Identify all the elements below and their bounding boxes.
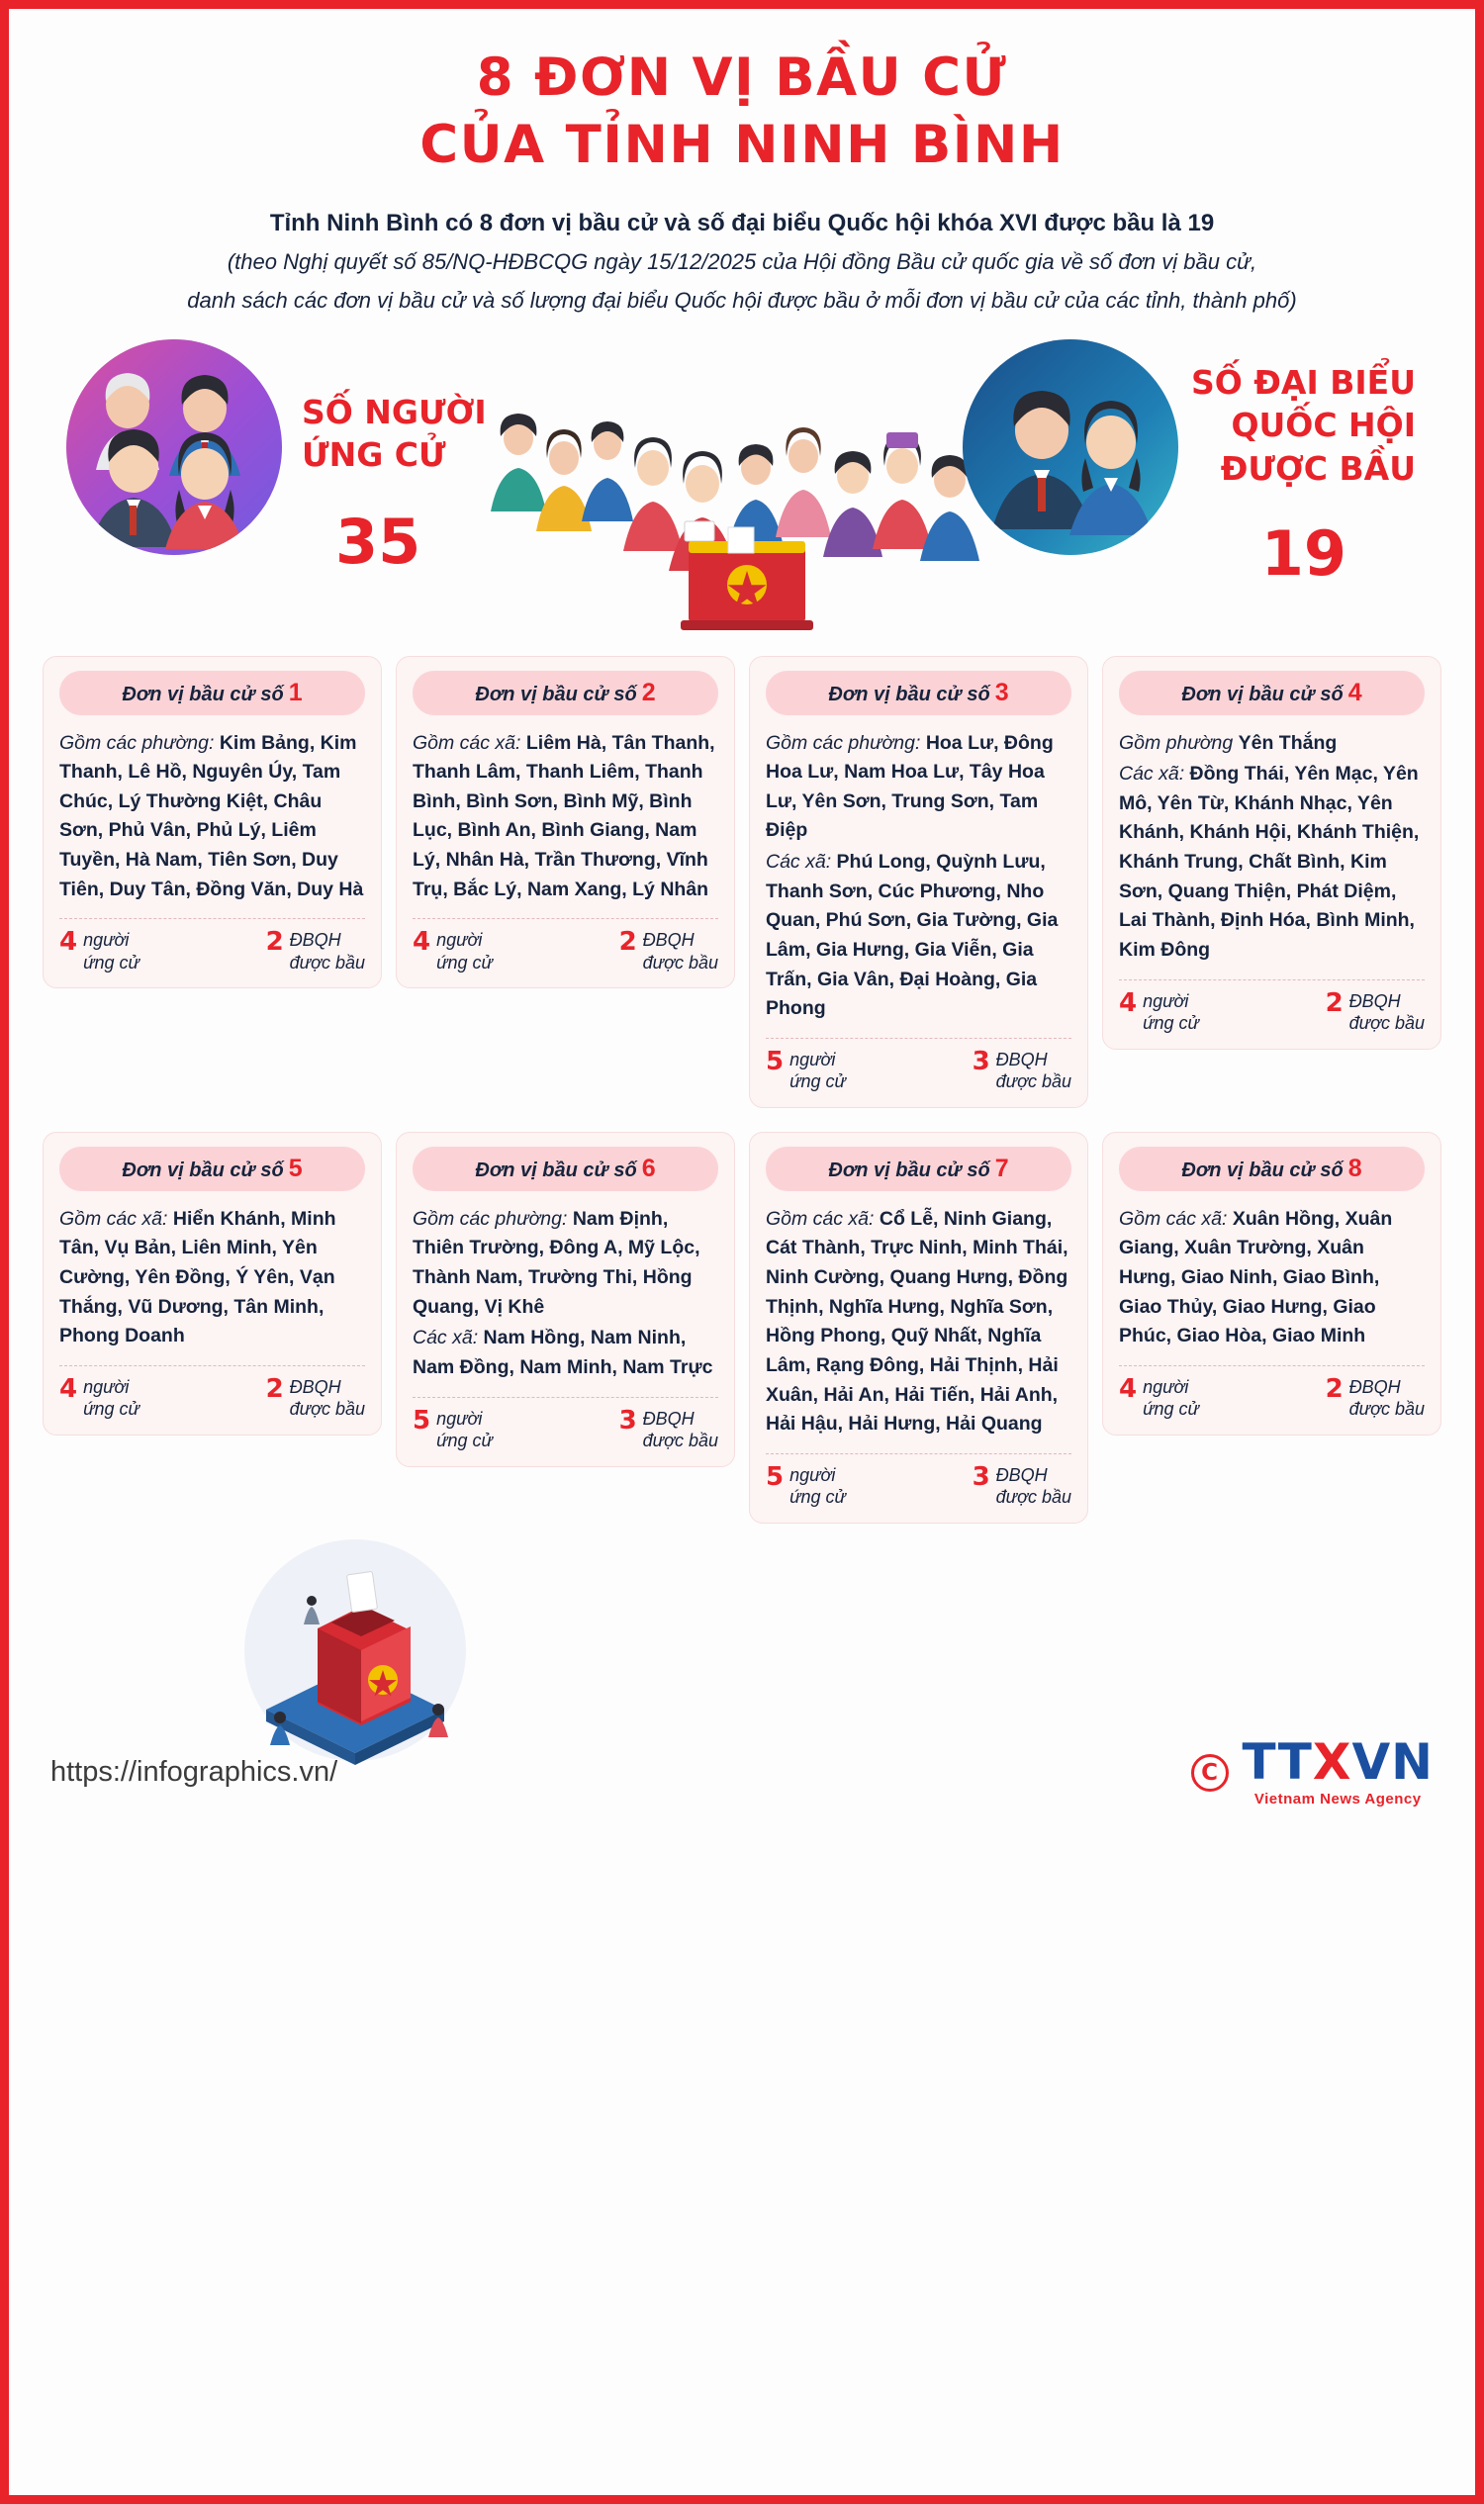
logo-x: X [1312,1733,1352,1792]
unit-card-7-elected [972,1461,1071,1509]
unit-card-7-body [766,1205,1071,1439]
unit-card-2-lead-0: Gồm các xã: [413,731,521,754]
unit-card-7-elected-label-1: ĐBQH [995,1464,1048,1485]
footer-area [9,1524,1475,1820]
unit-card-5-footer [59,1365,365,1421]
unit-card-8-elected-label-2: được bầu [1348,1399,1425,1420]
unit-card-3-elected-value: 3 [972,1046,990,1076]
unit-card-5-number: 5 [288,1154,303,1182]
site-url[interactable]: https://infographics.vn/ [50,1756,338,1789]
unit-card-1-number: 1 [288,678,303,706]
unit-card-3-elected-label-1: ĐBQH [995,1049,1048,1069]
unit-card-6-elected-value: 3 [618,1405,637,1436]
unit-card-7-number: 7 [994,1154,1009,1182]
unit-card-3-number: 3 [994,678,1009,706]
title-line-2: CỦA TỈNH NINH BÌNH [419,114,1065,175]
logo-vn: VN [1351,1733,1434,1792]
subtitle-note-line-1: (theo Nghị quyết số 85/NQ-HĐBCQG ngày 15/12/2025 của Hội đồng Bầu cử quốc gia về số đơn vị bầu cử, [227,249,1257,275]
unit-card-8-title: Đơn vị bầu cử số [1181,1159,1344,1181]
unit-card-4-number: 4 [1347,678,1362,706]
unit-card-5-header [59,1147,365,1191]
unit-card-2-header [413,671,718,715]
unit-card-1-candidates-label-2: ứng cử [83,952,139,973]
unit-card-6-lead-1: Các xã: [413,1327,479,1349]
unit-card-8-elected-value: 2 [1325,1373,1344,1404]
logo-tt: TT [1242,1733,1313,1792]
unit-card-8 [1102,1132,1441,1436]
unit-card-4-body [1119,729,1425,966]
unit-card-5-elected-label-2: được bầu [289,1399,365,1420]
unit-card-3-elected-label-2: được bầu [995,1071,1071,1092]
unit-card-4-footer [1119,979,1425,1035]
unit-card-6-candidates-label-2: ứng cử [436,1431,493,1451]
unit-card-5-body [59,1205,365,1351]
unit-card-5 [43,1132,382,1436]
unit-card-2-title: Đơn vị bầu cử số [475,683,637,705]
unit-card-5-candidates [59,1373,139,1421]
unit-card-1-footer [59,918,365,974]
unit-card-7-footer [766,1453,1071,1509]
page-title [9,9,1475,179]
unit-card-2-elected [619,929,718,974]
elected-illustration [963,339,1178,555]
unit-card-5-lead-0: Gồm các xã: [59,1207,168,1230]
unit-card-3-lead-1: Các xã: [766,851,832,874]
unit-card-2-candidates-value: 4 [413,927,431,958]
unit-card-8-names-0: Xuân Hồng, Xuân Giang, Xuân Trường, Xuân Hưng, Giao Ninh, Giao Bình, Giao Thủy, Giao Hưng, Giao Phúc, Giao Hòa, Giao Minh [1119,1207,1393,1347]
unit-card-6-lead-0: Gồm các phường: [413,1207,568,1230]
unit-card-6-body [413,1205,718,1383]
unit-card-4-candidates-value: 4 [1119,987,1138,1018]
unit-card-3-body [766,729,1071,1024]
unit-card-8-candidates-value: 4 [1119,1373,1138,1404]
unit-card-5-candidates-label-1: người [83,1376,130,1397]
title-line-1: 8 ĐƠN VỊ BẦU CỬ [476,47,1008,108]
unit-card-2-body [413,729,718,905]
unit-card-2-footer [413,918,718,974]
unit-card-8-elected-label-1: ĐBQH [1348,1376,1401,1397]
unit-card-1-title: Đơn vị bầu cử số [122,683,284,705]
unit-card-8-lead-0: Gồm các xã: [1119,1207,1228,1230]
elected-label-line-3: ĐƯỢC BẦU [1220,448,1416,488]
unit-card-4-elected-label-1: ĐBQH [1348,990,1401,1011]
logo-subtitle: Vietnam News Agency [1253,1791,1422,1808]
unit-card-1-body [59,729,365,905]
unit-card-3-names-1: Phú Long, Quỳnh Lưu, Thanh Sơn, Cúc Phương, Nho Quan, Phú Sơn, Gia Tường, Gia Lâm, Gia Hưng, Gia Viễn, Gia Trấn, Gia Vân, Đại Hoàng, Gia Phong [766,851,1059,1020]
unit-card-6-elected-label-1: ĐBQH [642,1408,695,1429]
unit-card-1 [43,656,382,989]
unit-card-8-body [1119,1205,1425,1351]
unit-card-3-candidates-label-2: ứng cử [789,1071,846,1092]
unit-card-8-candidates-label-2: ứng cử [1143,1399,1199,1420]
unit-card-4 [1102,656,1441,1050]
unit-card-6-number: 6 [641,1154,656,1182]
unit-card-4-elected-value: 2 [1325,987,1344,1018]
unit-card-1-names-0: Kim Bảng, Kim Thanh, Lê Hồ, Nguyên Úy, Tam Chúc, Lý Thường Kiệt, Châu Sơn, Phủ Vân, Phủ Lý, Liêm Tuyền, Hà Nam, Tiên Sơn, Duy Tiên, Duy Tân, Đồng Văn, Duy Hà [59,731,364,900]
unit-card-6-footer [413,1397,718,1452]
unit-card-4-elected-label-2: được bầu [1348,1013,1425,1034]
unit-card-3-title: Đơn vị bầu cử số [828,683,990,705]
unit-card-4-lead-0: Gồm phường [1119,731,1234,754]
unit-card-6-candidates-label-1: người [436,1408,483,1429]
unit-card-6-candidates [413,1405,493,1452]
unit-card-1-lead-0: Gồm các phường: [59,731,215,754]
unit-card-8-candidates-label-1: người [1143,1376,1189,1397]
unit-card-5-candidates-value: 4 [59,1373,78,1404]
unit-card-4-title: Đơn vị bầu cử số [1181,683,1344,705]
unit-card-5-names-0: Hiển Khánh, Minh Tân, Vụ Bản, Liên Minh, Yên Cường, Yên Đồng, Ý Yên, Vạn Thắng, Vũ Dương, Tân Minh, Phong Doanh [59,1207,336,1347]
unit-card-2-number: 2 [641,678,656,706]
footer-bar [9,1725,1475,1820]
unit-card-1-candidates-label-1: người [83,930,130,951]
unit-card-6-header [413,1147,718,1191]
elected-value: 19 [1260,516,1346,590]
unit-card-1-elected [266,929,365,974]
candidates-illustration [66,339,282,555]
unit-card-7-candidates-label-1: người [789,1464,836,1485]
unit-card-3-candidates [766,1046,846,1093]
units-row-1 [9,656,1475,1108]
unit-card-6-names-1: Nam Hồng, Nam Ninh, Nam Đồng, Nam Minh, Nam Trực [413,1327,713,1378]
unit-card-1-elected-label-1: ĐBQH [289,930,341,951]
unit-card-4-candidates-label-2: ứng cử [1143,1013,1199,1034]
unit-card-4-names-0: Yên Thắng [1238,731,1338,754]
voting-scene-illustration [459,373,1013,640]
units-row-2 [9,1132,1475,1524]
unit-card-2 [396,656,735,989]
unit-card-5-candidates-label-2: ứng cử [83,1399,139,1420]
unit-card-3-footer [766,1038,1071,1093]
unit-card-7-candidates [766,1461,846,1509]
unit-card-3 [749,656,1088,1108]
unit-card-6 [396,1132,735,1467]
unit-card-8-candidates [1119,1373,1199,1421]
agency-logo [1191,1733,1434,1808]
unit-card-2-names-0: Liêm Hà, Tân Thanh, Thanh Lâm, Thanh Liêm, Thanh Bình, Bình Sơn, Bình Mỹ, Bình Lục, Bình An, Bình Giang, Nam Lý, Nhân Hà, Trần Thương, Vĩnh Trụ, Bắc Lý, Nam Xang, Lý Nhân [413,731,715,900]
unit-card-4-header [1119,671,1425,715]
unit-card-3-candidates-label-1: người [789,1049,836,1069]
copyright-icon: C [1191,1754,1229,1792]
infographic-root [9,9,1475,2495]
unit-card-5-elected [265,1373,365,1421]
unit-card-6-names-0: Nam Định, Thiên Trường, Đông A, Mỹ Lộc, Thành Nam, Trường Thi, Hồng Quang, Vị Khê [413,1207,700,1318]
unit-card-8-number: 8 [1347,1154,1362,1182]
unit-card-3-names-0: Hoa Lư, Đông Hoa Lư, Nam Hoa Lư, Tây Hoa Lư, Yên Sơn, Trung Sơn, Tam Điệp [766,731,1054,842]
unit-card-3-elected [972,1046,1071,1093]
unit-card-7-title: Đơn vị bầu cử số [828,1159,990,1181]
unit-card-1-header [59,671,365,715]
unit-card-1-elected-value: 2 [265,927,284,958]
unit-card-5-elected-label-1: ĐBQH [289,1376,341,1397]
unit-card-5-elected-value: 2 [265,1373,284,1404]
unit-card-4-candidates [1119,987,1199,1035]
unit-card-4-candidates-label-1: người [1143,990,1189,1011]
unit-card-8-footer [1119,1365,1425,1421]
subtitle-main: Tỉnh Ninh Bình có 8 đơn vị bầu cử và số đại biểu Quốc hội khóa XVI được bầu là 19 [269,209,1215,236]
unit-card-7-lead-0: Gồm các xã: [766,1207,875,1230]
unit-card-7-candidates-label-2: ứng cử [789,1487,846,1508]
unit-card-7-elected-label-2: được bầu [995,1487,1071,1508]
ttxvn-logo [1242,1733,1434,1808]
unit-card-7 [749,1132,1088,1524]
elected-label-line-1: SỐ ĐẠI BIỂU [1190,362,1416,402]
candidates-value: 35 [335,505,421,578]
unit-card-4-elected [1325,987,1425,1035]
unit-card-3-header [766,671,1071,715]
elected-label [1191,361,1416,491]
stats-band [9,329,1475,656]
unit-card-2-candidates [413,929,493,974]
unit-card-6-candidates-value: 5 [413,1405,431,1436]
unit-card-7-names-0: Cổ Lễ, Ninh Giang, Cát Thành, Trực Ninh, Minh Thái, Ninh Cường, Quang Hưng, Đồng Thịnh, Nghĩa Hưng, Nghĩa Sơn, Hồng Phong, Quỹ Nhất, Nghĩa Lâm, Rạng Đông, Hải Thịnh, Hải Xuân, Hải An, Hải Tiến, Hải Anh, Hải Hậu, Hải Hưng, Hải Quang [766,1207,1068,1436]
unit-card-6-elected [618,1405,718,1452]
candidates-label-line-2: ỨNG CỬ [302,435,446,475]
unit-card-2-candidates-label-1: người [436,930,483,951]
unit-card-1-elected-label-2: được bầu [289,952,365,973]
unit-card-7-candidates-value: 5 [766,1461,785,1492]
unit-card-1-candidates-value: 4 [59,927,78,958]
unit-card-4-lead-1: Các xã: [1119,763,1185,786]
unit-card-5-title: Đơn vị bầu cử số [122,1159,284,1181]
unit-card-8-elected [1325,1373,1425,1421]
unit-card-2-candidates-label-2: ứng cử [436,952,493,973]
unit-card-6-title: Đơn vị bầu cử số [475,1159,637,1181]
unit-card-1-candidates [59,929,139,974]
unit-card-3-lead-0: Gồm các phường: [766,731,921,754]
unit-card-7-elected-value: 3 [972,1461,990,1492]
unit-card-6-elected-label-2: được bầu [642,1431,718,1451]
subtitle-note-line-2: danh sách các đơn vị bầu cử và số lượng đại biểu Quốc hội được bầu ở mỗi đơn vị bầu cử của các tỉnh, thành phố) [187,288,1297,313]
unit-card-2-elected-label-2: được bầu [642,952,718,973]
unit-card-4-names-1: Đồng Thái, Yên Mạc, Yên Mô, Yên Từ, Khánh Nhạc, Yên Khánh, Khánh Hội, Khánh Thiện, Khánh Trung, Chất Bình, Kim Sơn, Quang Thiện, Phát Diệm, Lai Thành, Định Hóa, Bình Minh, Kim Đông [1119,763,1420,961]
unit-card-2-elected-value: 2 [618,927,637,958]
subtitle-block [9,207,1475,318]
unit-card-8-header [1119,1147,1425,1191]
unit-card-2-elected-label-1: ĐBQH [642,930,695,951]
candidates-label-line-1: SỐ NGƯỜI [302,392,487,431]
unit-card-3-candidates-value: 5 [766,1046,785,1076]
elected-label-line-2: QUỐC HỘI [1231,406,1416,445]
unit-card-7-header [766,1147,1071,1191]
